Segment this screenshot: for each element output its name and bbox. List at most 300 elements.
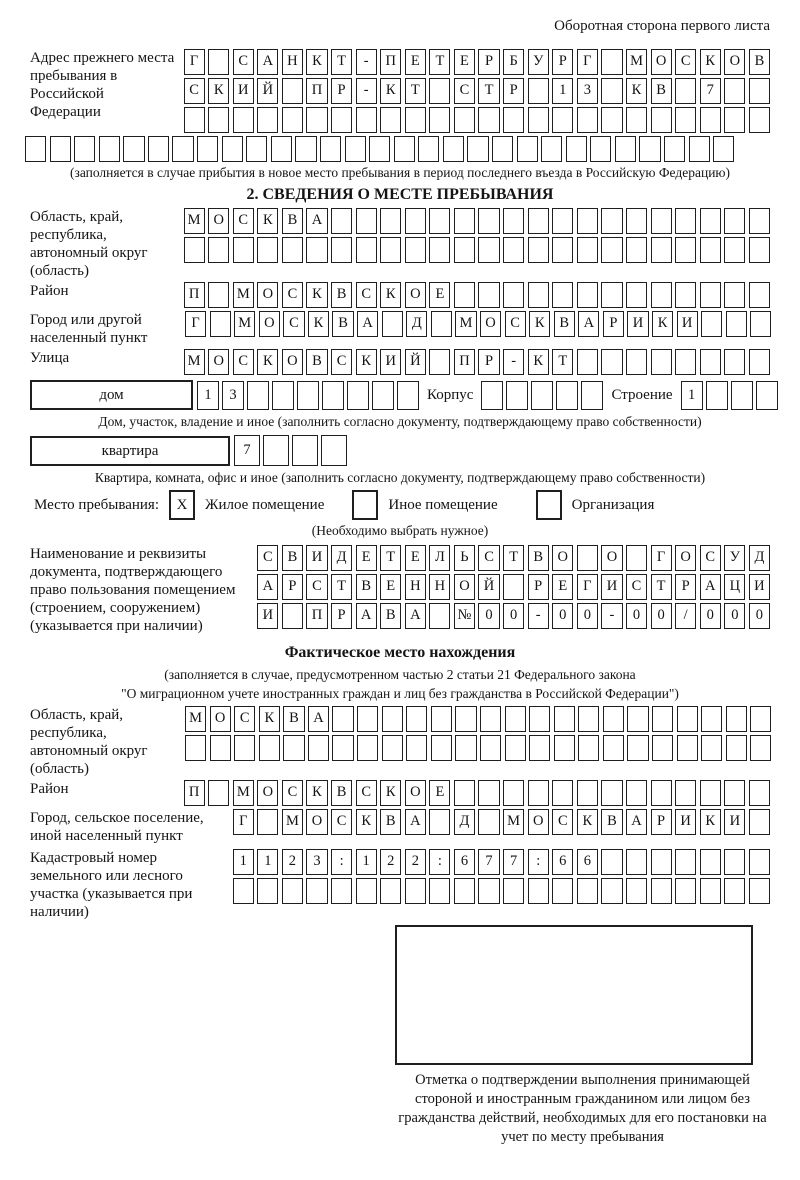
char-box[interactable]: [478, 237, 499, 263]
char-box[interactable]: [689, 136, 710, 162]
char-box[interactable]: К: [700, 49, 721, 75]
char-box[interactable]: [552, 780, 573, 806]
char-box[interactable]: Р: [651, 809, 672, 835]
char-box[interactable]: [208, 107, 229, 133]
char-box[interactable]: [380, 107, 401, 133]
char-box[interactable]: [382, 735, 403, 761]
char-box[interactable]: [700, 849, 721, 875]
char-box[interactable]: [331, 237, 352, 263]
char-box[interactable]: [552, 237, 573, 263]
char-box[interactable]: [651, 237, 672, 263]
char-box[interactable]: [749, 780, 770, 806]
char-box[interactable]: С: [233, 349, 254, 375]
char-box[interactable]: М: [184, 349, 205, 375]
char-box[interactable]: [503, 208, 524, 234]
char-box[interactable]: [478, 780, 499, 806]
char-box[interactable]: [639, 136, 660, 162]
char-box[interactable]: [554, 735, 575, 761]
char-box[interactable]: К: [306, 49, 327, 75]
char-box[interactable]: С: [552, 809, 573, 835]
char-box[interactable]: [74, 136, 95, 162]
char-box[interactable]: [480, 706, 501, 732]
char-box[interactable]: В: [554, 311, 575, 337]
char-box[interactable]: С: [331, 809, 352, 835]
char-box[interactable]: Е: [356, 545, 377, 571]
char-box[interactable]: [626, 849, 647, 875]
char-box[interactable]: П: [454, 349, 475, 375]
char-box[interactable]: С: [478, 545, 499, 571]
char-box[interactable]: Р: [503, 78, 524, 104]
char-box[interactable]: К: [528, 349, 549, 375]
char-box[interactable]: В: [282, 545, 303, 571]
char-box[interactable]: [577, 237, 598, 263]
char-box[interactable]: Е: [405, 545, 426, 571]
char-box[interactable]: [700, 107, 721, 133]
char-box[interactable]: [306, 107, 327, 133]
char-box[interactable]: Д: [406, 311, 427, 337]
char-box[interactable]: [724, 237, 745, 263]
char-box[interactable]: [675, 878, 696, 904]
char-box[interactable]: [50, 136, 71, 162]
char-box[interactable]: [406, 706, 427, 732]
char-box[interactable]: [99, 136, 120, 162]
char-box[interactable]: И: [677, 311, 698, 337]
char-box[interactable]: [322, 381, 344, 410]
char-box[interactable]: О: [208, 349, 229, 375]
char-box[interactable]: О: [405, 282, 426, 308]
char-box[interactable]: [749, 809, 770, 835]
char-box[interactable]: [724, 849, 745, 875]
char-box[interactable]: [677, 706, 698, 732]
char-box[interactable]: К: [356, 809, 377, 835]
char-box[interactable]: [233, 107, 254, 133]
char-box[interactable]: 2: [380, 849, 401, 875]
char-box[interactable]: Е: [454, 49, 475, 75]
char-box[interactable]: /: [675, 603, 696, 629]
char-box[interactable]: [601, 78, 622, 104]
char-box[interactable]: Ь: [454, 545, 475, 571]
char-box[interactable]: [601, 282, 622, 308]
char-box[interactable]: [394, 136, 415, 162]
char-box[interactable]: [492, 136, 513, 162]
char-box[interactable]: [700, 780, 721, 806]
char-box[interactable]: [282, 878, 303, 904]
char-box[interactable]: [382, 706, 403, 732]
char-box[interactable]: В: [306, 349, 327, 375]
char-box[interactable]: -: [503, 349, 524, 375]
char-box[interactable]: 0: [478, 603, 499, 629]
char-box[interactable]: И: [627, 311, 648, 337]
char-box[interactable]: [528, 78, 549, 104]
char-box[interactable]: К: [306, 282, 327, 308]
char-box[interactable]: [369, 136, 390, 162]
char-box[interactable]: А: [578, 311, 599, 337]
char-box[interactable]: [478, 878, 499, 904]
char-box[interactable]: К: [380, 780, 401, 806]
char-box[interactable]: [749, 237, 770, 263]
char-box[interactable]: [528, 237, 549, 263]
char-box[interactable]: С: [282, 282, 303, 308]
char-box[interactable]: [505, 706, 526, 732]
char-box[interactable]: [700, 237, 721, 263]
char-box[interactable]: С: [626, 574, 647, 600]
char-box[interactable]: [406, 735, 427, 761]
char-box[interactable]: И: [306, 545, 327, 571]
char-box[interactable]: [272, 381, 294, 410]
char-box[interactable]: М: [455, 311, 476, 337]
char-box[interactable]: [332, 735, 353, 761]
char-box[interactable]: О: [724, 49, 745, 75]
char-box[interactable]: Н: [429, 574, 450, 600]
char-box[interactable]: К: [257, 349, 278, 375]
char-box[interactable]: И: [749, 574, 770, 600]
char-box[interactable]: [431, 735, 452, 761]
char-box[interactable]: И: [601, 574, 622, 600]
char-box[interactable]: Н: [282, 49, 303, 75]
char-box[interactable]: [750, 706, 771, 732]
char-box[interactable]: [257, 107, 278, 133]
char-box[interactable]: [380, 878, 401, 904]
char-box[interactable]: [724, 282, 745, 308]
char-box[interactable]: [700, 282, 721, 308]
char-box[interactable]: О: [208, 208, 229, 234]
char-box[interactable]: А: [308, 706, 329, 732]
char-box[interactable]: [503, 282, 524, 308]
char-box[interactable]: А: [306, 208, 327, 234]
char-box[interactable]: [601, 349, 622, 375]
char-box[interactable]: [726, 311, 747, 337]
char-box[interactable]: [651, 349, 672, 375]
char-box[interactable]: [552, 208, 573, 234]
char-box[interactable]: 1: [257, 849, 278, 875]
char-box[interactable]: О: [651, 49, 672, 75]
char-box[interactable]: [257, 878, 278, 904]
char-box[interactable]: [626, 237, 647, 263]
char-box[interactable]: [528, 282, 549, 308]
char-box[interactable]: [283, 735, 304, 761]
char-box[interactable]: К: [380, 282, 401, 308]
char-box[interactable]: 0: [700, 603, 721, 629]
char-box[interactable]: О: [601, 545, 622, 571]
char-box[interactable]: [675, 282, 696, 308]
char-box[interactable]: [380, 208, 401, 234]
char-box[interactable]: С: [356, 282, 377, 308]
char-box[interactable]: [651, 208, 672, 234]
char-box[interactable]: [675, 78, 696, 104]
char-box[interactable]: [700, 208, 721, 234]
char-box[interactable]: [652, 706, 673, 732]
char-box[interactable]: [320, 136, 341, 162]
char-box[interactable]: [345, 136, 366, 162]
char-box[interactable]: [552, 282, 573, 308]
char-box[interactable]: [713, 136, 734, 162]
char-box[interactable]: В: [601, 809, 622, 835]
char-box[interactable]: И: [675, 809, 696, 835]
char-box[interactable]: [651, 282, 672, 308]
char-box[interactable]: [372, 381, 394, 410]
char-box[interactable]: Т: [651, 574, 672, 600]
char-box[interactable]: -: [601, 603, 622, 629]
char-box[interactable]: [652, 735, 673, 761]
char-box[interactable]: [701, 735, 722, 761]
char-box[interactable]: П: [184, 282, 205, 308]
char-box[interactable]: [528, 780, 549, 806]
char-box[interactable]: [454, 107, 475, 133]
char-box[interactable]: Т: [331, 574, 352, 600]
char-box[interactable]: [626, 780, 647, 806]
char-box[interactable]: М: [626, 49, 647, 75]
char-box[interactable]: А: [405, 809, 426, 835]
char-box[interactable]: Р: [478, 349, 499, 375]
char-box[interactable]: [577, 780, 598, 806]
char-box[interactable]: К: [529, 311, 550, 337]
char-box[interactable]: К: [380, 78, 401, 104]
char-box[interactable]: С: [331, 349, 352, 375]
char-box[interactable]: [467, 136, 488, 162]
char-box[interactable]: [257, 809, 278, 835]
char-box[interactable]: В: [380, 809, 401, 835]
char-box[interactable]: [282, 603, 303, 629]
char-box[interactable]: [478, 282, 499, 308]
char-box[interactable]: [601, 849, 622, 875]
char-box[interactable]: -: [356, 78, 377, 104]
char-box[interactable]: [331, 878, 352, 904]
char-box[interactable]: 0: [651, 603, 672, 629]
char-box[interactable]: О: [480, 311, 501, 337]
char-box[interactable]: [577, 107, 598, 133]
char-box[interactable]: [331, 107, 352, 133]
char-box[interactable]: Е: [429, 282, 450, 308]
char-box[interactable]: М: [282, 809, 303, 835]
char-box[interactable]: [731, 381, 753, 410]
char-box[interactable]: Г: [233, 809, 254, 835]
char-box[interactable]: -: [528, 603, 549, 629]
char-box[interactable]: Е: [380, 574, 401, 600]
char-box[interactable]: [295, 136, 316, 162]
char-box[interactable]: Р: [528, 574, 549, 600]
char-box[interactable]: [700, 878, 721, 904]
char-box[interactable]: К: [259, 706, 280, 732]
char-box[interactable]: [603, 706, 624, 732]
char-box[interactable]: С: [700, 545, 721, 571]
char-box[interactable]: [529, 706, 550, 732]
char-box[interactable]: [208, 780, 229, 806]
char-box[interactable]: [627, 735, 648, 761]
char-box[interactable]: [478, 208, 499, 234]
char-box[interactable]: К: [308, 311, 329, 337]
char-box[interactable]: С: [234, 706, 255, 732]
char-box[interactable]: 0: [749, 603, 770, 629]
char-box[interactable]: [675, 107, 696, 133]
char-box[interactable]: [208, 237, 229, 263]
char-box[interactable]: [481, 381, 503, 410]
char-box[interactable]: Ц: [724, 574, 745, 600]
char-box[interactable]: [331, 208, 352, 234]
char-box[interactable]: [528, 107, 549, 133]
char-box[interactable]: [626, 208, 647, 234]
char-box[interactable]: [184, 237, 205, 263]
char-box[interactable]: 0: [503, 603, 524, 629]
char-box[interactable]: [749, 208, 770, 234]
char-box[interactable]: 6: [454, 849, 475, 875]
char-box[interactable]: И: [257, 603, 278, 629]
char-box[interactable]: [577, 878, 598, 904]
char-box[interactable]: М: [185, 706, 206, 732]
char-box[interactable]: 0: [577, 603, 598, 629]
char-box[interactable]: Р: [603, 311, 624, 337]
char-box[interactable]: [677, 735, 698, 761]
char-box[interactable]: [675, 849, 696, 875]
char-box[interactable]: Т: [429, 49, 450, 75]
char-box[interactable]: [724, 878, 745, 904]
char-box[interactable]: Л: [429, 545, 450, 571]
char-box[interactable]: С: [184, 78, 205, 104]
char-box[interactable]: Й: [478, 574, 499, 600]
char-box[interactable]: [601, 107, 622, 133]
char-box[interactable]: [233, 237, 254, 263]
char-box[interactable]: №: [454, 603, 475, 629]
char-box[interactable]: [615, 136, 636, 162]
char-box[interactable]: [454, 208, 475, 234]
char-box[interactable]: [297, 381, 319, 410]
char-box[interactable]: Т: [552, 349, 573, 375]
char-box[interactable]: [247, 381, 269, 410]
char-box[interactable]: [601, 878, 622, 904]
char-box[interactable]: К: [652, 311, 673, 337]
char-box[interactable]: Г: [577, 49, 598, 75]
char-box[interactable]: [405, 107, 426, 133]
char-box[interactable]: С: [505, 311, 526, 337]
char-box[interactable]: А: [700, 574, 721, 600]
char-box[interactable]: Р: [331, 78, 352, 104]
char-box[interactable]: [577, 282, 598, 308]
char-box[interactable]: Р: [331, 603, 352, 629]
char-box[interactable]: М: [184, 208, 205, 234]
char-box[interactable]: 3: [306, 849, 327, 875]
char-box[interactable]: -: [356, 49, 377, 75]
char-box[interactable]: [749, 78, 770, 104]
char-box[interactable]: [675, 780, 696, 806]
char-box[interactable]: [454, 878, 475, 904]
char-box[interactable]: [234, 735, 255, 761]
char-box[interactable]: Б: [503, 49, 524, 75]
char-box[interactable]: [506, 381, 528, 410]
char-box[interactable]: [431, 311, 452, 337]
char-box[interactable]: :: [331, 849, 352, 875]
char-box[interactable]: [578, 706, 599, 732]
char-box[interactable]: [749, 282, 770, 308]
char-box[interactable]: [601, 49, 622, 75]
char-box[interactable]: К: [356, 349, 377, 375]
char-box[interactable]: [443, 136, 464, 162]
char-box[interactable]: [405, 208, 426, 234]
char-box[interactable]: В: [356, 574, 377, 600]
char-box[interactable]: У: [528, 49, 549, 75]
char-box[interactable]: И: [724, 809, 745, 835]
char-box[interactable]: В: [283, 706, 304, 732]
char-box[interactable]: [429, 78, 450, 104]
char-box[interactable]: А: [257, 49, 278, 75]
char-box[interactable]: [455, 735, 476, 761]
char-box[interactable]: 7: [503, 849, 524, 875]
char-box[interactable]: Й: [405, 349, 426, 375]
char-box[interactable]: К: [577, 809, 598, 835]
char-box[interactable]: М: [233, 282, 254, 308]
char-box[interactable]: П: [306, 603, 327, 629]
char-box[interactable]: Р: [282, 574, 303, 600]
char-box[interactable]: В: [332, 311, 353, 337]
char-box[interactable]: [478, 809, 499, 835]
char-box[interactable]: 1: [552, 78, 573, 104]
char-box[interactable]: 3: [222, 381, 244, 410]
char-box[interactable]: Г: [184, 49, 205, 75]
char-box[interactable]: К: [700, 809, 721, 835]
char-box[interactable]: [528, 878, 549, 904]
char-box[interactable]: [454, 282, 475, 308]
char-box[interactable]: [197, 136, 218, 162]
char-box[interactable]: [357, 706, 378, 732]
char-box[interactable]: [577, 208, 598, 234]
char-box[interactable]: Р: [478, 49, 499, 75]
char-box[interactable]: [185, 735, 206, 761]
char-box[interactable]: В: [749, 49, 770, 75]
char-box[interactable]: 1: [233, 849, 254, 875]
char-box[interactable]: [356, 107, 377, 133]
char-box[interactable]: К: [257, 208, 278, 234]
char-box[interactable]: С: [306, 574, 327, 600]
char-box[interactable]: К: [626, 78, 647, 104]
char-box[interactable]: С: [233, 208, 254, 234]
char-box[interactable]: [380, 237, 401, 263]
char-box[interactable]: Н: [405, 574, 426, 600]
char-box[interactable]: О: [552, 545, 573, 571]
checkbox-organization[interactable]: [536, 490, 562, 520]
char-box[interactable]: [541, 136, 562, 162]
char-box[interactable]: И: [233, 78, 254, 104]
char-box[interactable]: [503, 780, 524, 806]
char-box[interactable]: С: [282, 780, 303, 806]
char-box[interactable]: 3: [577, 78, 598, 104]
char-box[interactable]: [626, 878, 647, 904]
char-box[interactable]: [233, 878, 254, 904]
char-box[interactable]: [601, 237, 622, 263]
char-box[interactable]: Г: [577, 574, 598, 600]
char-box[interactable]: [581, 381, 603, 410]
char-box[interactable]: [556, 381, 578, 410]
char-box[interactable]: [724, 78, 745, 104]
char-box[interactable]: [292, 435, 318, 466]
char-box[interactable]: Т: [405, 78, 426, 104]
char-box[interactable]: [429, 107, 450, 133]
char-box[interactable]: Д: [331, 545, 352, 571]
char-box[interactable]: А: [257, 574, 278, 600]
char-box[interactable]: [651, 780, 672, 806]
char-box[interactable]: 7: [234, 435, 260, 466]
char-box[interactable]: [321, 435, 347, 466]
char-box[interactable]: 2: [405, 849, 426, 875]
char-box[interactable]: П: [380, 49, 401, 75]
char-box[interactable]: [700, 349, 721, 375]
char-box[interactable]: В: [331, 780, 352, 806]
char-box[interactable]: [577, 349, 598, 375]
char-box[interactable]: Р: [552, 49, 573, 75]
char-box[interactable]: О: [405, 780, 426, 806]
char-box[interactable]: [750, 311, 771, 337]
char-box[interactable]: [405, 237, 426, 263]
char-box[interactable]: [651, 849, 672, 875]
char-box[interactable]: [675, 349, 696, 375]
char-box[interactable]: Д: [749, 545, 770, 571]
